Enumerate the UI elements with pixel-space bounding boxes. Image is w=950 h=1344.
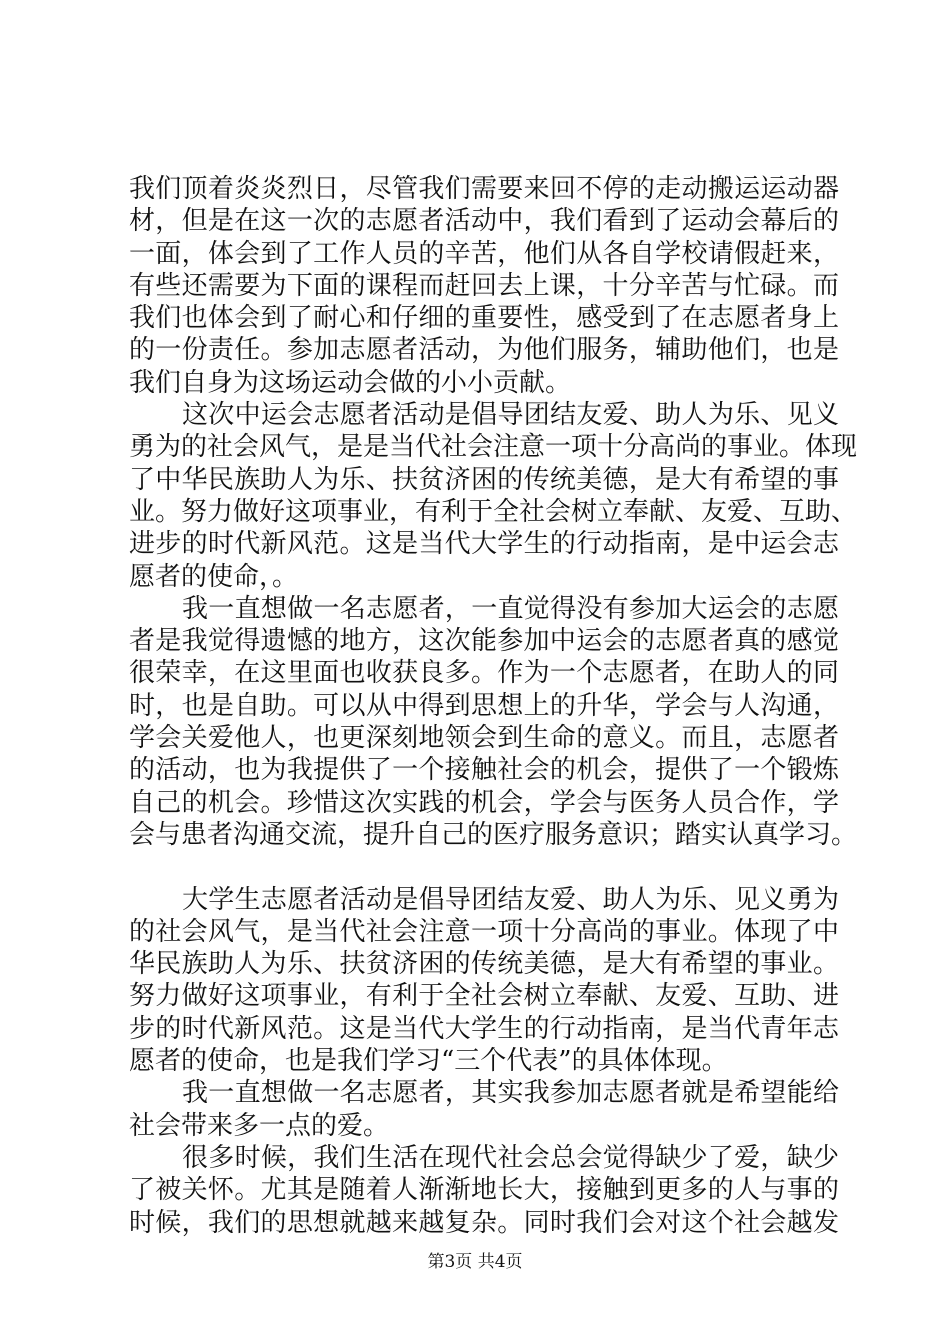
text-line: 很多时候，我们生活在现代社会总会觉得缺少了爱，缺少 [182, 1142, 839, 1173]
text-line: 我们自身为这场运动会做的小小贡献。 [129, 367, 572, 398]
paragraph-gap [129, 851, 839, 883]
text-line: 社会带来多一点的爱。 [129, 1110, 390, 1141]
text-line: 自己的机会。珍惜这次实践的机会，学会与医务人员合作，学 [129, 787, 839, 818]
text-line: 学会关爱他人，也更深刻地领会到生命的意义。而且，志愿者 [129, 723, 839, 754]
text-line: 大学生志愿者活动是倡导团结友爱、助人为乐、见义勇为 [182, 884, 839, 915]
text-line: 材，但是在这一次的志愿者活动中，我们看到了运动会幕后的 [129, 206, 839, 237]
text-line: 有些还需要为下面的课程而赶回去上课，十分辛苦与忙碌。而 [129, 270, 839, 301]
page-number-footer: 第3页 共4页 [427, 1252, 523, 1272]
text-line: 努力做好这项事业，有利于全社会树立奉献、友爱、互助、进 [129, 981, 839, 1012]
text-line: 勇为的社会风气，是是当代社会注意一项十分高尚的事业。体现 [129, 432, 858, 463]
text-line: 时，也是自助。可以从中得到思想上的升华，学会与人沟通， [129, 690, 839, 721]
text-line: 愿者的使命，也是我们学习“三个代表”的具体体现。 [129, 1046, 728, 1077]
text-line: 业。努力做好这项事业，有利于全社会树立奉献、友爱、互助、 [129, 496, 858, 527]
text-line: 一面，体会到了工作人员的辛苦，他们从各自学校请假赶来， [129, 238, 839, 269]
text-line: 愿者的使命，。 [129, 561, 299, 592]
text-line: 了被关怀。尤其是随着人渐渐地长大，接触到更多的人与事的 [129, 1175, 839, 1206]
text-line: 华民族助人为乐、扶贫济困的传统美德，是大有希望的事业。 [129, 949, 839, 980]
text-line: 很荣幸，在这里面也收获良多。作为一个志愿者，在助人的同 [129, 658, 839, 689]
text-line: 时候，我们的思想就越来越复杂。同时我们会对这个社会越发 [129, 1207, 839, 1238]
text-line: 的一份责任。参加志愿者活动，为他们服务，辅助他们，也是 [129, 335, 839, 366]
text-line: 会与患者沟通交流，提升自己的医疗服务意识；踏实认真学习。 [129, 819, 858, 850]
text-line: 了中华民族助人为乐、扶贫济困的传统美德，是大有希望的事 [129, 464, 839, 495]
text-line: 者是我觉得遗憾的地方，这次能参加中运会的志愿者真的感觉 [129, 626, 839, 657]
text-line: 的活动，也为我提供了一个接触社会的机会，提供了一个锻炼 [129, 755, 839, 786]
text-line: 这次中运会志愿者活动是倡导团结友爱、助人为乐、见义 [182, 400, 839, 431]
text-line: 我们也体会到了耐心和仔细的重要性，感受到了在志愿者身上 [129, 303, 839, 334]
document-body [129, 173, 858, 1239]
text-line: 步的时代新风范。这是当代大学生的行动指南，是当代青年志 [129, 1013, 839, 1044]
text-line: 我一直想做一名志愿者，其实我参加志愿者就是希望能给 [182, 1078, 839, 1109]
text-line: 我一直想做一名志愿者，一直觉得没有参加大运会的志愿 [182, 593, 839, 624]
text-line: 的社会风气，是当代社会注意一项十分高尚的事业。体现了中 [129, 916, 839, 947]
text-line: 进步的时代新风范。这是当代大学生的行动指南，是中运会志 [129, 529, 839, 560]
text-line: 我们顶着炎炎烈日，尽管我们需要来回不停的走动搬运运动器 [129, 174, 839, 204]
